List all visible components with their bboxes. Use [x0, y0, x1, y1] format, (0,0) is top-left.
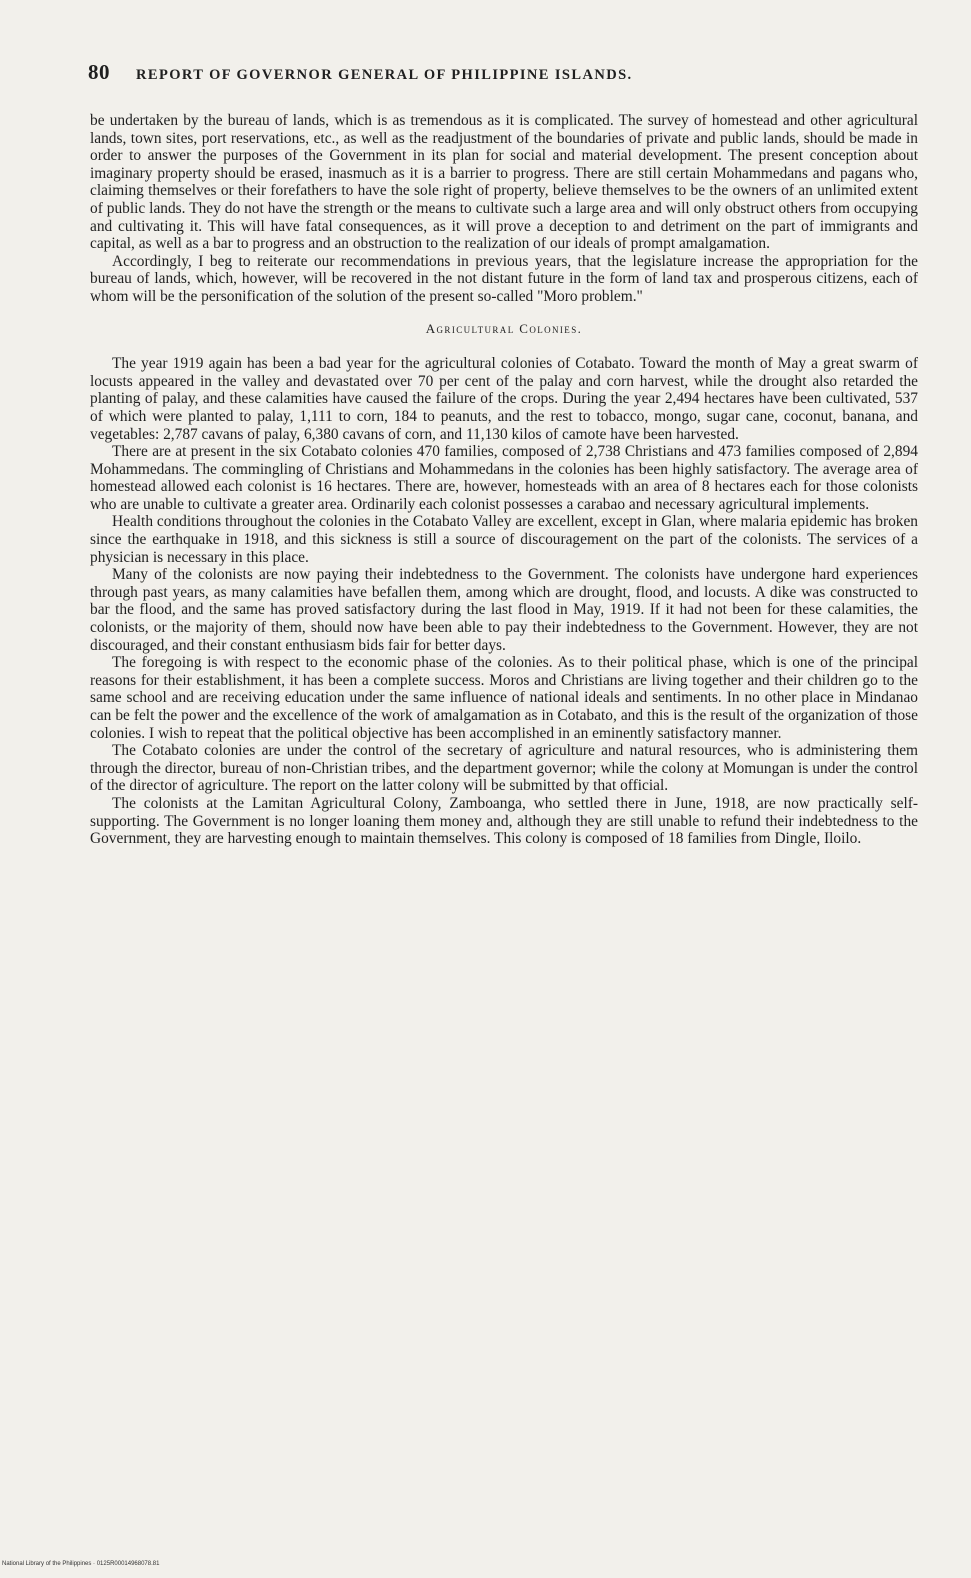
paragraph: The year 1919 again has been a bad year for the agricultural colonies of Cotabato. Toward the month of May a great swarm of locusts appeared in the valley and devastated over 70 per cent of the palay and corn harvest, while the drought also retarded the planting of palay, and these calamities have caused the failure of the crops. During the year 2,494 hectares have been cultivated, 537 of which were planted to palay, 1,111 to corn, 184 to peanuts, and the rest to tobacco, mongo, sugar cane, coconut, banana, and vegetables: 2,787 cavans of palay, 6,380 cavans of corn, and 11,130 kilos of camote have been harvested.: [90, 355, 918, 443]
paragraph: Many of the colonists are now paying their indebtedness to the Government. The colonists have undergone hard experiences through past years, as many calamities have befallen them, among which are drought, flood, and locusts. A dike was constructed to bar the flood, and the same has proved satisfactory during the last flood in May, 1919. If it had not been for these calamities, the colonists, or the majority of them, should now have been able to pay their indebtedness to the Government. However, they are not discouraged, and their constant enthusiasm bids fair for better days.: [90, 566, 918, 654]
page-number: 80: [88, 60, 110, 84]
paragraph: Accordingly, I beg to reiterate our recommendations in previous years, that the legislature increase the appropriation for the bureau of lands, which, however, will be recovered in the not distant future in the form of land tax and prosperous citizens, each of whom will be the personification of the solution of the present so-called "Moro problem.": [90, 252, 918, 305]
paragraph: The foregoing is with respect to the economic phase of the colonies. As to their political phase, which is one of the principal reasons for their establishment, it has been a complete success. Moros and Christians are living together and their children go to the same school and are receiving education under the same influence of national ideals and sentiments. In no other place in Mindanao can be felt the power and the excellence of the work of amalgamation as in Cotabato, and this is the result of the organization of those colonies. I wish to repeat that the political objective has been accomplished in an eminently satisfactory manner.: [90, 654, 918, 742]
paragraph: The Cotabato colonies are under the control of the secretary of agriculture and natural resources, who is administering them through the director, bureau of non-Christian tribes, and the department governor; while the colony at Momungan is under the control of the director of agriculture. The report on the latter colony will be submitted by that official.: [90, 742, 918, 795]
body-text: [90, 112, 918, 848]
paragraph: be undertaken by the bureau of lands, which is as tremendous as it is complicated. The survey of homestead and other agricultural lands, town sites, port reservations, etc., as well as the readjustment of the boundaries of private and public lands, should be made in order to answer the purposes of the Government in its plan for social and material development. The present conception about imaginary property should be erased, inasmuch as it is a barrier to progress. There are still certain Mohammedans and pagans who, claiming themselves or their forefathers to have the sole right of property, believe themselves to be the owners of an unlimited extent of public lands. They do not have the strength or the means to cultivate such a large area and will only obstruct others from occupying and cultivating it. This will have fatal consequences, as it will prove a deception to and detriment on the part of immigrants and capital, as well as a bar to progress and an obstruction to the realization of our ideals of prompt amalgamation.: [90, 112, 918, 253]
page-header: [88, 60, 858, 90]
section-heading: Agricultural Colonies.: [425, 320, 583, 336]
paragraph: Health conditions throughout the colonies in the Cotabato Valley are excellent, except in Glan, where malaria epidemic has broken since the earthquake in 1918, and this sickness is still a source of discouragement on the part of the colonists. The services of a physician is necessary in this place.: [90, 513, 918, 566]
paragraph: The colonists at the Lamitan Agricultural Colony, Zamboanga, who settled there in June, 1918, are now practically self-supporting. The Government is no longer loaning them money and, although they are still unable to refund their indebtedness to the Government, they are harvesting enough to maintain themselves. This colony is composed of 18 families from Dingle, Iloilo.: [90, 794, 918, 848]
scan-credit: National Library of the Philippines · 0125R00014968078.81: [2, 1561, 160, 1567]
running-head: REPORT OF GOVERNOR GENERAL OF PHILIPPINE ISLANDS.: [136, 67, 633, 83]
paragraph: There are at present in the six Cotabato colonies 470 families, composed of 2,738 Christians and 473 families composed of 2,894 Mohammedans. The commingling of Christians and Mohammedans in the colonies has been highly satisfactory. The average area of homestead allowed each colonist is 16 hectares. There are, however, homesteads with an area of 8 hectares each for those colonists who are unable to cultivate a greater area. Ordinarily each colonist possesses a carabao and necessary agricultural implements.: [90, 443, 918, 513]
